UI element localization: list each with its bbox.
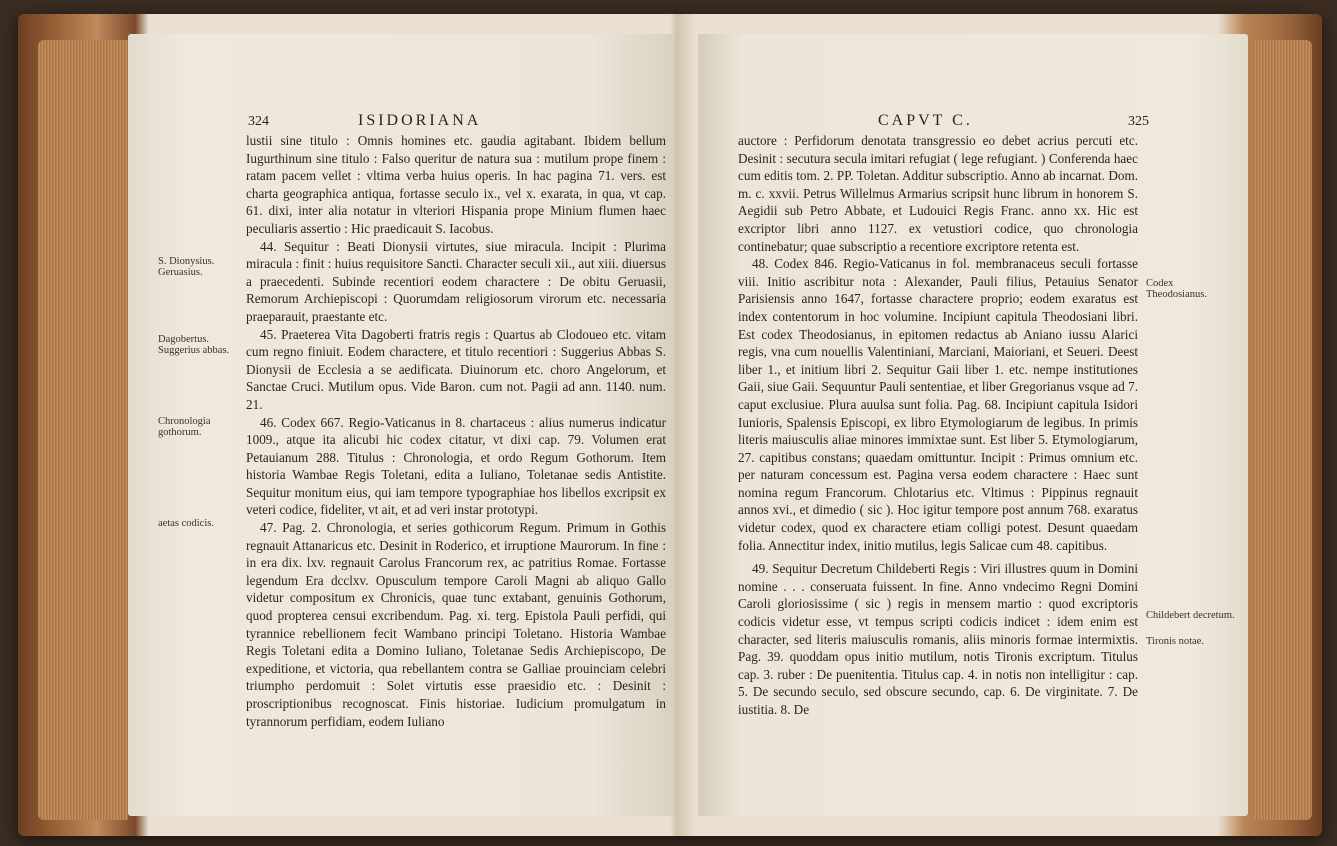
right-running-head: CAPVT C. — [878, 112, 973, 129]
left-page-number: 324 — [248, 114, 269, 129]
paragraph: 46. Codex 667. Regio-Vaticanus in 8. chartaceus : alius numerus indicatur 1009., atque ita alicubi hic codex citatur, vt dixi cap. 79. Volumen erat Petauianum 288. Titulus : Chronologia, et ordo Regum Gothorum. Item historia Wambae Regis Toletani, edita a Iuliano, Toletanae sedis Antistite. Sequitur monitum eius, qui iam tempore typographiae hos libellos excripsit ex veteri codice, fideliter, vt ait, et ad veri instar prototypi. — [246, 414, 666, 518]
paragraph: lustii sine titulo : Omnis homines etc. gaudia agitabant. Ibidem bellum Iugurthinum sine titulo : Falso queritur de natura sua : mutilum prope finem : ratam pacem vellet : vltima verba huius operis. In hac pagina 71. vers. est charta geographica antiqua, fortasse seculo ix., vel x. exarata, in qua, vt cap. 61. dixi, inter alia notatur in vlteriori Hispania prope Minium flumen haec peculiaris assertio : Hic praedicauit S. Iacobus. — [246, 133, 666, 236]
paragraph: 49. Sequitur Decretum Childeberti Regis : Viri illustres quum in Domini nomine . . . conseruata fuissent. In fine. Anno vndecimo Regni Domini Caroli gloriosissime ( sic ) regis in mensem martio : quod excriptoris codicis videtur esse, vt tempus scripti codicis indicet : idem enim est character, sed literis maiusculis romanis, aliis minoris formae intermixtis. Pag. 39. quoddam opus initio mutilum, notis Tironis excriptum. Titulus cap. 3. ruber : De puenitentia. Titulus cap. 4. in notis non intelligitur : cap. 5. De secundo seculo, sed obscure secundo, cap. 6. De virginitate. 7. De iustitia. 8. De — [738, 561, 1138, 717]
side-note: Chronologia gothorum. — [158, 416, 211, 438]
side-note: aetas codicis. — [158, 518, 214, 529]
side-note: Childebert decretum. — [1146, 610, 1235, 621]
paragraph: 47. Pag. 2. Chronologia, et series gothicorum Regum. Primum in Gothis regnauit Attanaricus etc. Desinit in Roderico, et irruptione Maurorum. In fine : in era dix. lxv. regnauit Carolus Francorum rex, ac patritius Romae. Fortasse legendum Era dcclxv. Opusculum tempore Caroli Magni ab aliquo Gallo videtur compositum ex Chronicis, quae tunc extabant, genuinis Gothorum, quod propterea censui excribendum. Pag. xi. terg. Epistola Pauli perfidi, qui tyrannice rebellionem fecit Wambano principi Toletano. Historia Wambae Regis Toletani edita a Domino Iuliano, Toletanae Sedis Archiepiscopo, De expeditione, et victoria, qua rebellantem contra se Galliae prouinciam celebri triumpho perdomuit : Solet virtutis esse praesidio etc. : Desinit : proscriptionibus recognoscat. Finis historiae. Iudicium promulgatum in tyrannorum perfidiam, eodem Iuliano — [246, 520, 666, 729]
open-book — [18, 14, 1322, 836]
left-page-text — [246, 132, 666, 730]
side-note: Dagobertus. Suggerius abbas. — [158, 334, 230, 356]
right-page-number: 325 — [1128, 114, 1149, 129]
left-page — [128, 34, 673, 816]
paragraph: 45. Praeterea Vita Dagoberti fratris regis : Quartus ab Clodoueo etc. vitam cum regno finiuit. Eodem charactere, et titulo recentiori : Suggerius Abbas S. Dionysii de Ecclesia a se aedificata. Diuinorum etc. choro Angelorum, et Sanctae Cruci. Mutilum opus. Vide Baron. cum not. Pagii ad ann. 1140. num. 21. — [246, 326, 666, 412]
right-page-edges — [1254, 40, 1312, 820]
side-note: S. Dionysius. Geruasius. — [158, 256, 215, 278]
left-page-edges — [38, 40, 128, 820]
paragraph: 44. Sequitur : Beati Dionysii virtutes, siue miracula. Incipit : Plurima miracula : finit : huius requisitore Sancti. Character seculi xii., aut xiii. diuersus a praecedenti. Subinde recentiori eodem charactere : De obitu Geruasii, Remorum Archiepiscopi : Quorumdam religiosorum virorum etc. necessaria praeparauit, praestante etc. — [246, 238, 666, 324]
side-note: Tironis notae. — [1146, 636, 1204, 647]
left-running-head: ISIDORIANA — [358, 112, 482, 129]
paragraph: 48. Codex 846. Regio-Vaticanus in fol. membranaceus seculi fortasse viii. Initio ascribitur nota : Alexander, Pauli filius, Petauius Senator Parisiensis anno 1647, fortasse charactere proprio; eodem exaratus est index contentorum in hoc volumine. Incipiunt capitula Theodosiani libri. Est codex Theodosianus, in epitomen redactus ab Aniano iussu Alarici regis, vna cum nouellis Valentiniani, Marciani, Maioriani, et Seueri. Deest liber 1., et initium libri 2. Sequitur Gaii liber 1. etc. nempe institutiones Gaii, siue Gaii. Sequuntur Pauli sententiae, et liber Gregorianus vsque ad 7. caput exclusiue. Plura auulsa sunt folia. Pag. 68. Incipiunt capitula Isidori Iunioris, Spalensis Episcopi, ex libro Etymologiarum de legibus. In primis literis maiusculis aliae minores immixtae sunt. Est liber 5. Etymologiarum, 27. capitibus constans; quaedam omittuntur. Incipit : Primus omnium etc. per naturam concessum est. Pagina versa eodem charactere : Haec sunt nomina regum Francorum. Chlotarius etc. Vltimus : Pippinus regnauit annos xvi., et dimedio ( sic ). Hoc igitur tempore post annum 768. exaratus videtur codex, quod ex charactere etiam colligi potest. Desunt quaedam folia. Annectitur index, initio mutilus, legis Salicae cum 48. capitibus. — [738, 256, 1138, 553]
right-page-text — [738, 132, 1138, 719]
paragraph: auctore : Perfidorum denotata transgressio eo debet acrius percuti etc. Desinit : secutura secula imitari refugiat ( lege refugiant. ) Conferenda haec cum editis tom. 2. PP. Toletan. Additur subscriptio. Anno ab incarnat. Dom. m. c. xxvii. Petrus Willelmus Armarius scripsit hunc librum in honorem S. Aegidii sub Petro Abbate, et Ludouici Regis Franc. anno xx. Hic est excriptor libri anno 1127. ex vetustiori codice, quo chronologia continebatur; quae subscriptio a recentiore excriptore retenta est. — [738, 133, 1138, 254]
side-note: Codex Theodosianus. — [1146, 278, 1207, 300]
right-page — [698, 34, 1248, 816]
